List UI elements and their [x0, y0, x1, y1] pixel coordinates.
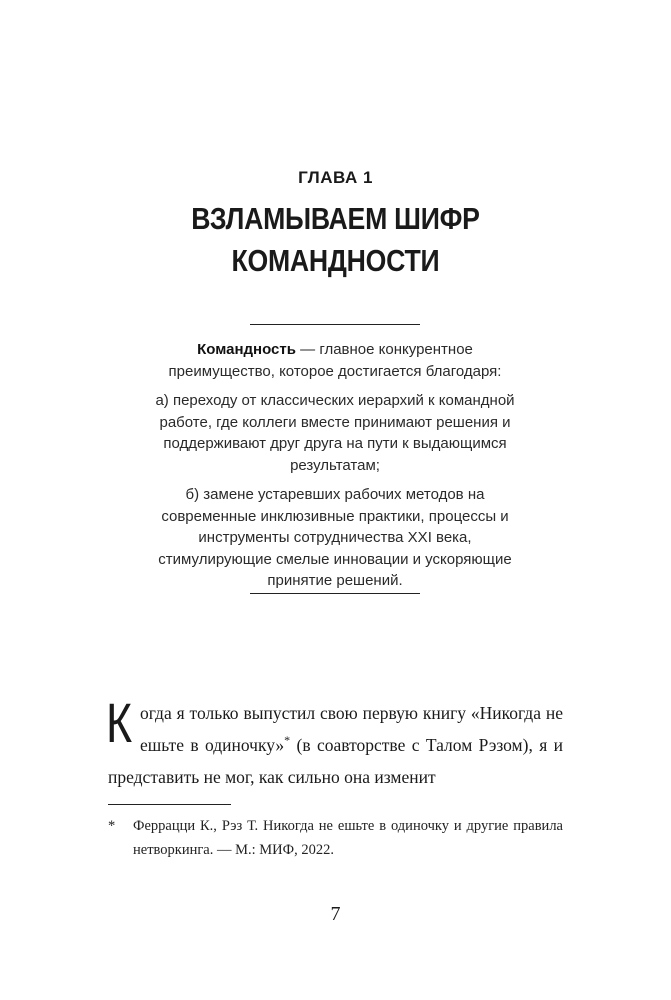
footnote [108, 814, 563, 862]
footnote-mark: * [108, 818, 116, 834]
chapter-label: ГЛАВА 1 [298, 168, 373, 187]
drop-cap: К [106, 691, 133, 754]
body-paragraph [106, 691, 563, 793]
chapter-title-line-1: ВЗЛАМЫВАЕМ ШИФР [191, 201, 480, 236]
epigraph-definition [150, 339, 520, 382]
chapter-title-line-2: КОМАНДНОСТИ [231, 243, 440, 278]
body-text-start: огда я только выпустил свою первую книгу «Никогда не ешьте в одиночку» [140, 703, 563, 755]
epigraph-top-divider [250, 324, 420, 325]
epigraph-definition-text: — главное конкурентное преимущество, которое достигается благодаря: [168, 341, 502, 380]
epigraph-bottom-divider [250, 593, 420, 594]
body-text-end: (в соавторстве с Талом Рэзом), я и представить не мог, как сильно она изменит [108, 735, 563, 787]
epigraph-point-a: а) переходу от классических иерархий к командной работе, где коллеги вместе принимают решения и поддерживают друг друга на пути к выдающимся результатам; [155, 392, 515, 474]
chapter-title [47, 198, 624, 282]
epigraph-point-b: б) замене устаревших рабочих методов на современные инклюзивные практики, процессы и инструменты сотрудничества XXI века, стимулирующие смелые инновации и ускоряющие принятие решений. [158, 486, 512, 589]
epigraph [150, 339, 520, 600]
footnote-reference[interactable]: * [284, 733, 291, 748]
footnote-text: Феррацци К., Рэз Т. Никогда не ешьте в одиночку и другие правила нетворкинга. — М.: МИФ, 2022. [133, 818, 563, 858]
page-number: 7 [330, 903, 341, 925]
epigraph-term: Командность [197, 341, 296, 358]
footnote-divider [108, 804, 231, 805]
